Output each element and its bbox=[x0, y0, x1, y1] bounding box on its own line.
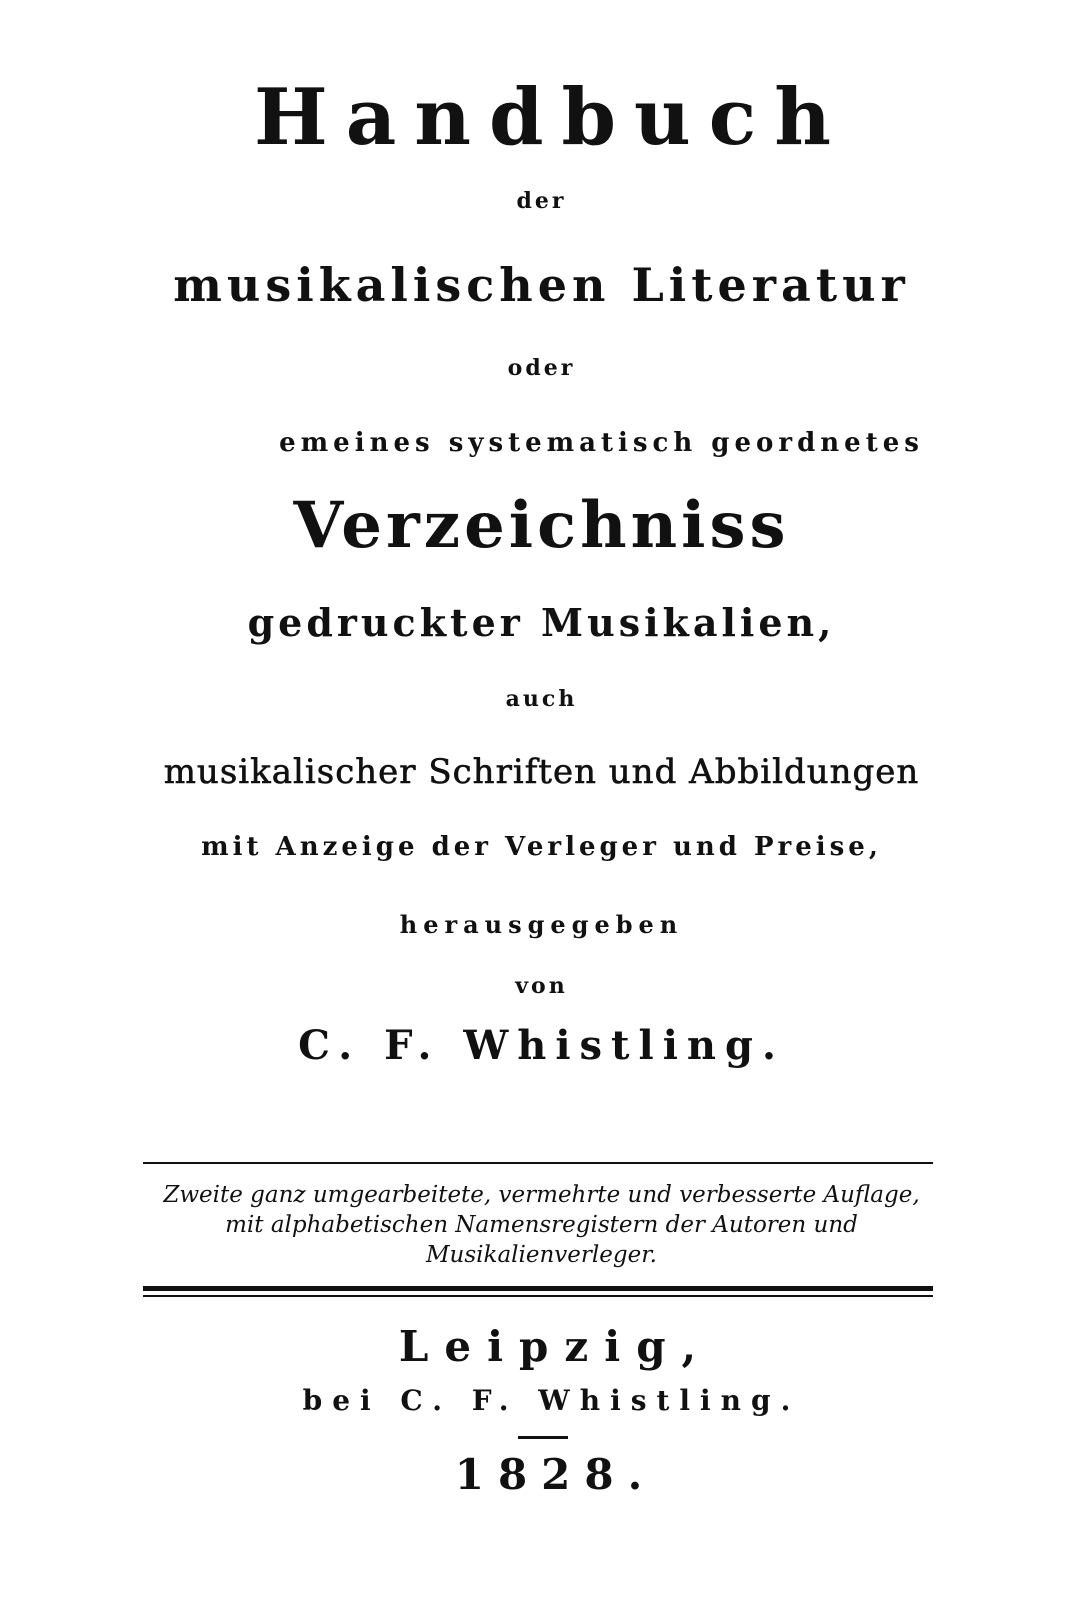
imprint-place: Leipzig, bbox=[398, 1322, 713, 1371]
edition-line-3: Musikalienverleger. bbox=[426, 1242, 657, 1268]
connector-auch: auch bbox=[505, 686, 578, 712]
connector-oder: oder bbox=[507, 355, 576, 381]
subtitle-anzeige: mit Anzeige der Verleger und Preise, bbox=[201, 832, 882, 862]
connector-der: der bbox=[516, 188, 567, 214]
subtitle-literatur: musikalischen Literatur bbox=[173, 258, 910, 312]
connector-von: von bbox=[515, 973, 568, 999]
edition-note bbox=[0, 1180, 1083, 1270]
edition-line-1: Zweite ganz umgearbeitete, vermehrte und verbesserte Auflage, bbox=[163, 1182, 920, 1208]
divider-short bbox=[518, 1436, 568, 1439]
subtitle-musikalien: gedruckter Musikalien, bbox=[247, 600, 836, 645]
subtitle-schriften: musikalischer Schriften und Abbildungen bbox=[163, 752, 920, 792]
author-name: C. F. Whistling. bbox=[298, 1022, 785, 1069]
edition-line-2: mit alphabetischen Namensregistern der Autoren und bbox=[225, 1212, 858, 1238]
imprint-year: 1828. bbox=[454, 1450, 657, 1499]
divider-thin bbox=[143, 1162, 933, 1164]
main-title: Handbuch bbox=[254, 72, 849, 163]
editor-label: herausgegeben bbox=[399, 910, 684, 939]
imprint-publisher: bei C. F. Whistling. bbox=[302, 1384, 801, 1417]
subtitle-systematisch: emeines systematisch geordnetes bbox=[279, 428, 924, 458]
divider-thick-under bbox=[143, 1295, 933, 1297]
divider-thick bbox=[143, 1286, 933, 1291]
title-verzeichniss: Verzeichniss bbox=[293, 488, 790, 563]
